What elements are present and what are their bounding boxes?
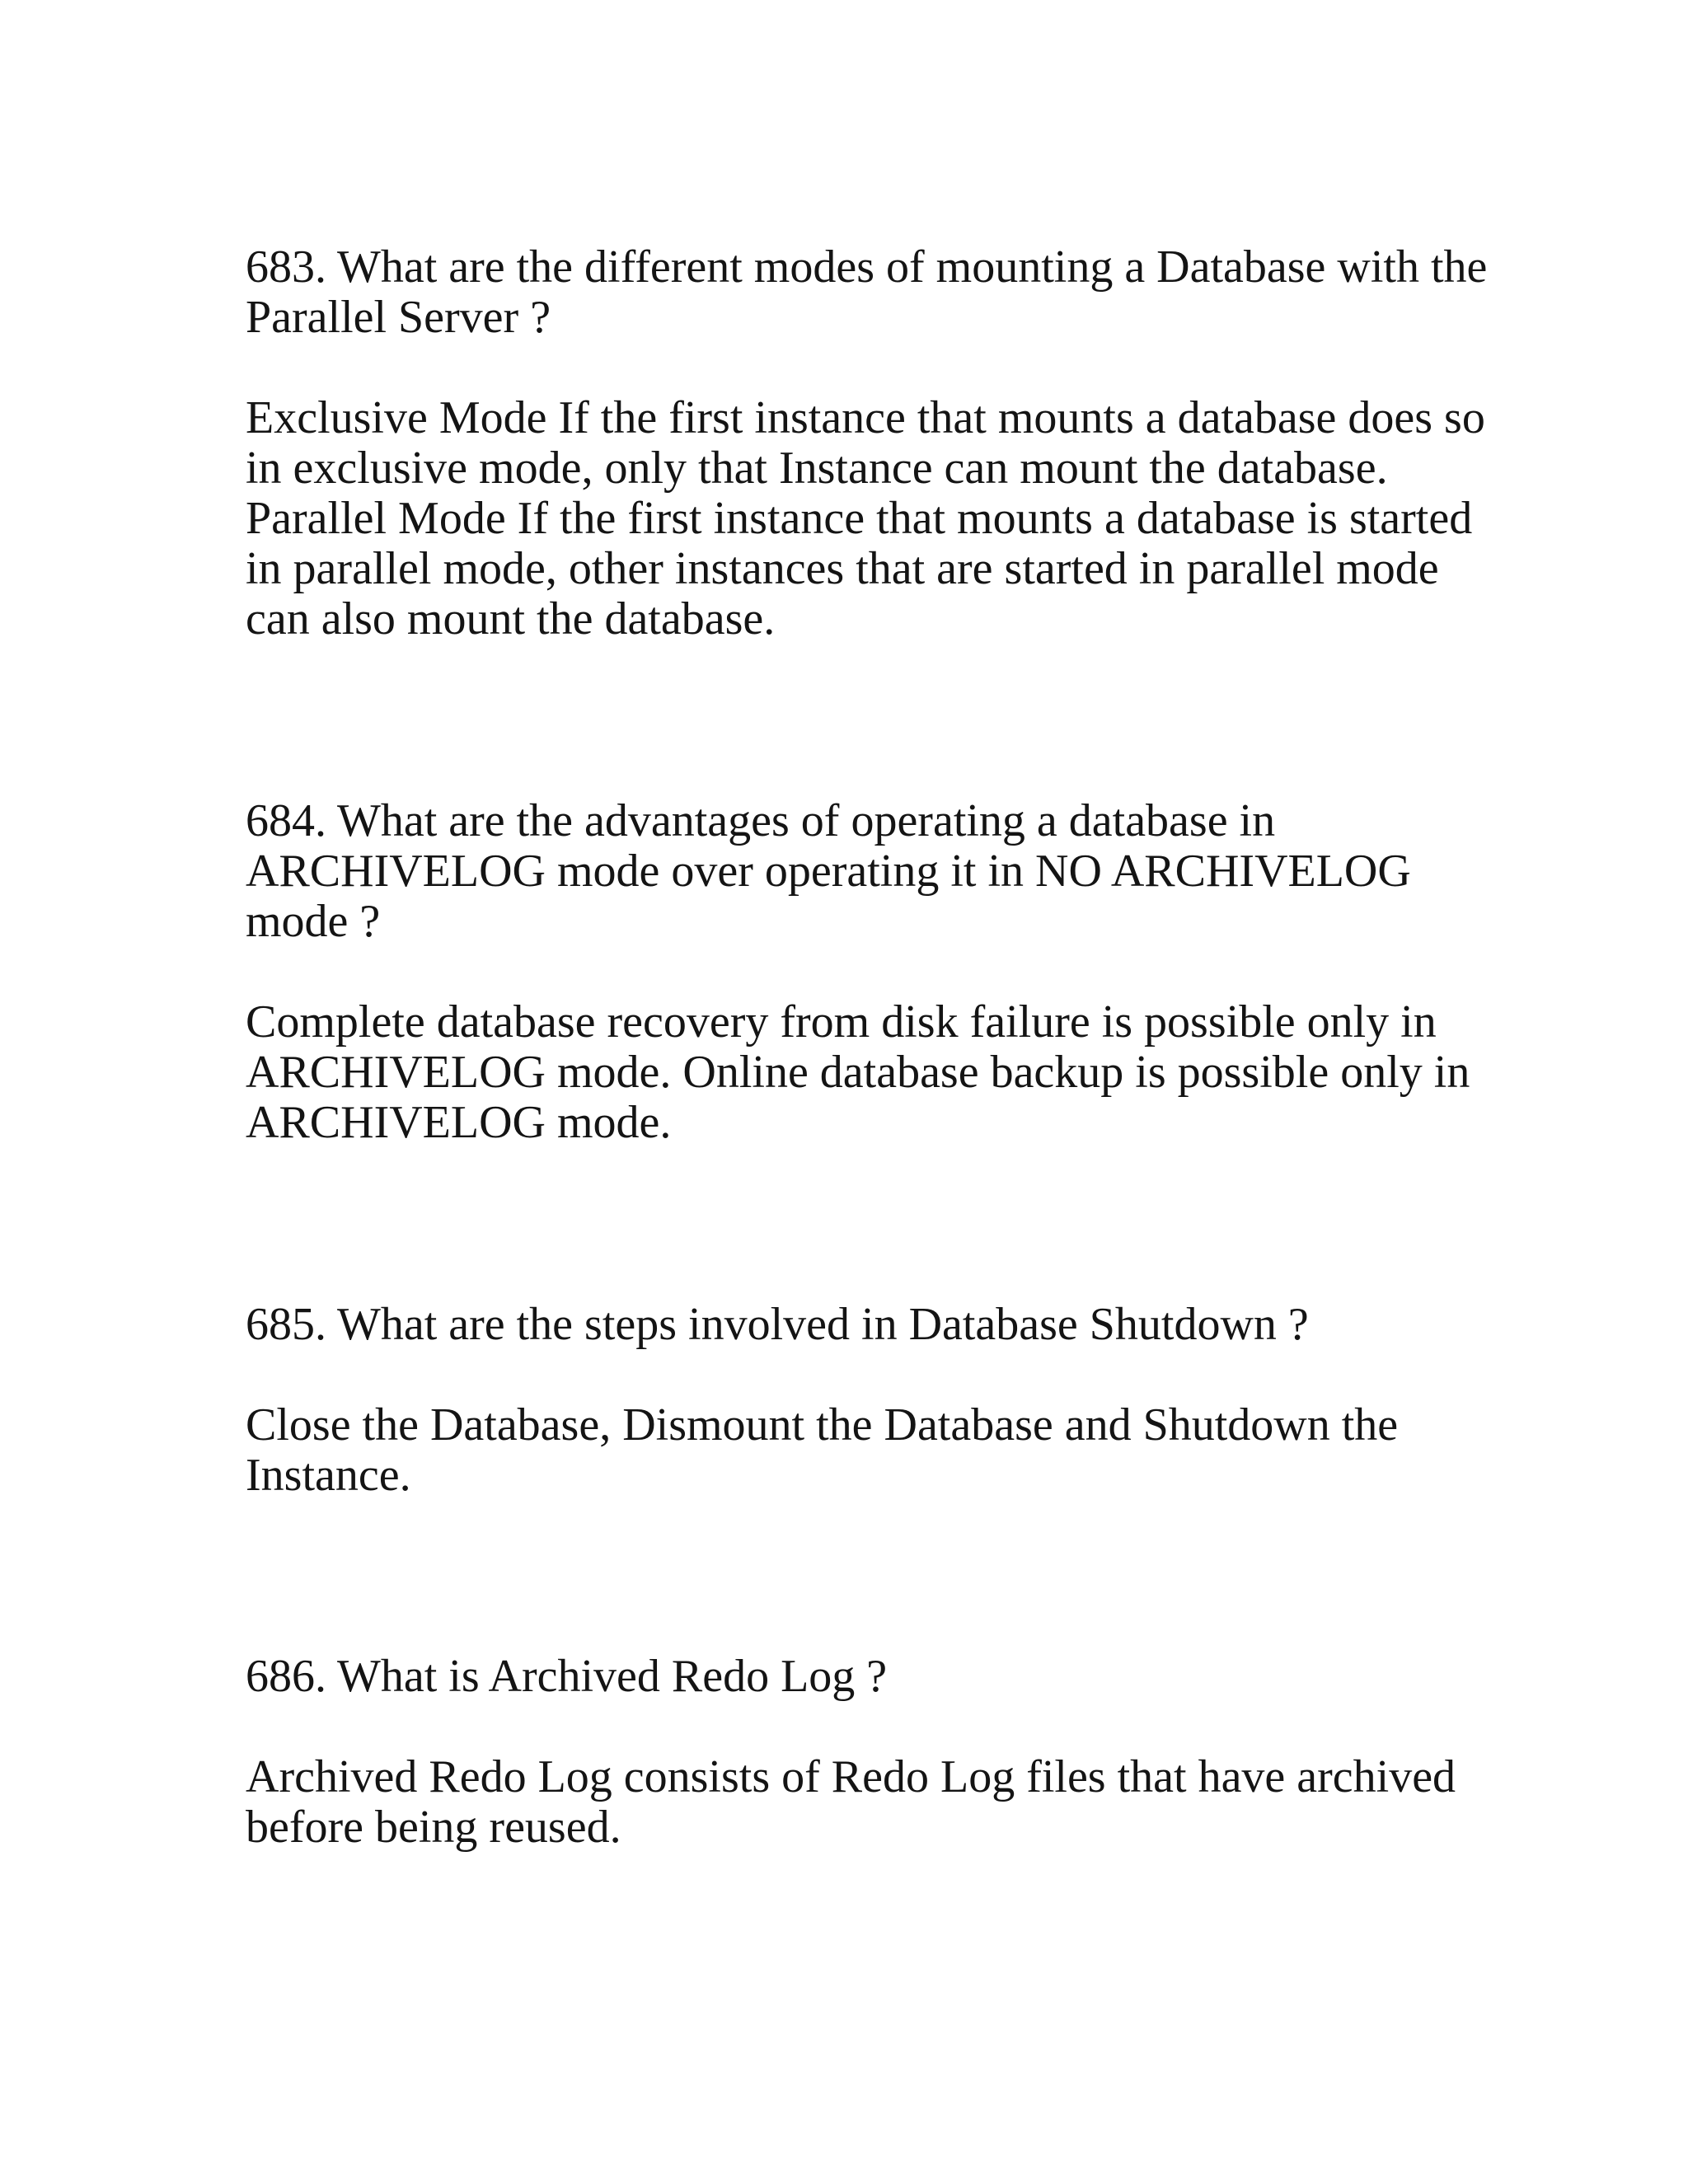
answer-683-line-5: can also mount the database.: [246, 593, 776, 644]
answer-686-line-2: before being reused.: [246, 1802, 621, 1853]
question-684-line-3: mode ?: [246, 896, 381, 947]
question-685-line-1: 685. What are the steps involved in Database Shutdown ?: [246, 1299, 1309, 1350]
answer-684-line-2: ARCHIVELOG mode. Online database backup is possible only in: [246, 1047, 1470, 1098]
answer-683-line-2: in exclusive mode, only that Instance can mount the database.: [246, 443, 1388, 494]
question-684-line-2: ARCHIVELOG mode over operating it in NO ARCHIVELOG: [246, 846, 1411, 897]
answer-683-line-4: in parallel mode, other instances that are started in parallel mode: [246, 543, 1439, 594]
answer-685-line-2: Instance.: [246, 1450, 411, 1501]
answer-683-line-1: Exclusive Mode If the first instance that mounts a database does so: [246, 392, 1485, 443]
question-683-line-1: 683. What are the different modes of mounting a Database with the: [246, 241, 1488, 293]
answer-684-line-3: ARCHIVELOG mode.: [246, 1097, 672, 1148]
question-683-line-2: Parallel Server ?: [246, 292, 551, 343]
answer-684-line-1: Complete database recovery from disk failure is possible only in: [246, 996, 1437, 1047]
question-686-line-1: 686. What is Archived Redo Log ?: [246, 1651, 888, 1702]
answer-683-line-3: Parallel Mode If the first instance that mounts a database is started: [246, 493, 1473, 544]
answer-686-line-1: Archived Redo Log consists of Redo Log files that have archived: [246, 1751, 1456, 1802]
answer-685-line-1: Close the Database, Dismount the Database and Shutdown the: [246, 1399, 1399, 1451]
question-684-line-1: 684. What are the advantages of operating a database in: [246, 795, 1276, 846]
